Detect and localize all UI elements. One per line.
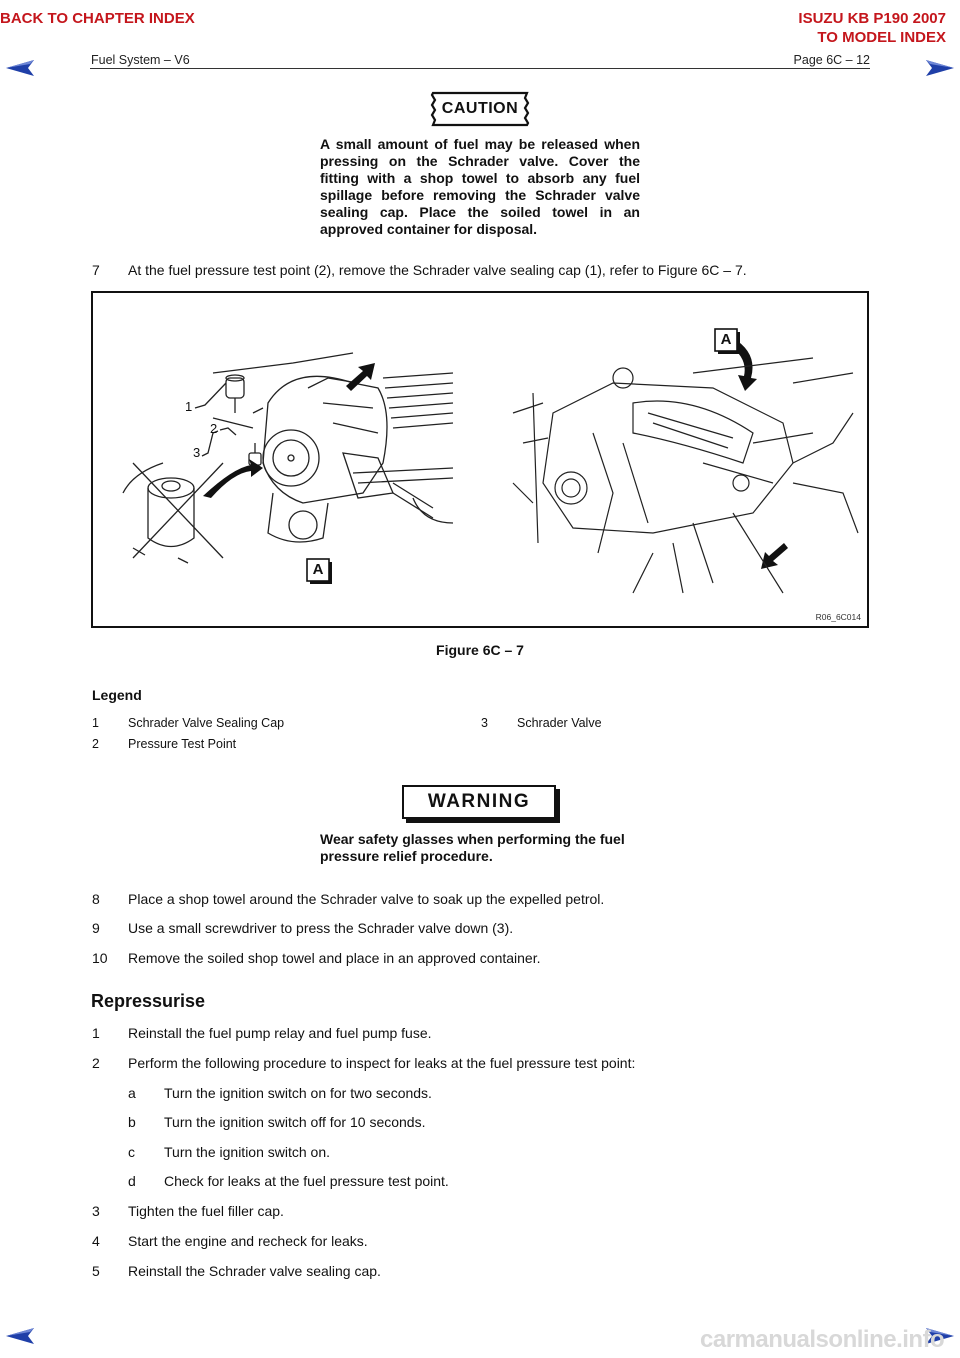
substep-a xyxy=(128,1085,432,1101)
prev-page-arrow-icon[interactable] xyxy=(4,58,40,78)
model-title-link[interactable]: ISUZU KB P190 2007 xyxy=(798,10,946,27)
step-text: At the fuel pressure test point (2), remove the Schrader valve sealing cap (1), refer to Figure 6C – 7. xyxy=(128,262,747,278)
legend-item xyxy=(481,716,602,730)
substep-b xyxy=(128,1114,425,1130)
callout-a-label: A xyxy=(720,331,732,348)
prev-page-arrow-icon[interactable] xyxy=(4,1326,40,1346)
watermark: carmanualsonline.info xyxy=(700,1326,945,1353)
section-heading: Repressurise xyxy=(91,991,206,1011)
substep-letter: b xyxy=(128,1114,136,1130)
repressurise-step-2 xyxy=(92,1055,635,1071)
substep-c xyxy=(128,1144,330,1160)
step-text: Place a shop towel around the Schrader valve to soak up the expelled petrol. xyxy=(128,891,605,907)
legend-text: Schrader Valve Sealing Cap xyxy=(128,716,285,730)
step-number: 7 xyxy=(92,262,100,278)
next-page-arrow-icon[interactable] xyxy=(920,58,956,78)
repressurise-step-1 xyxy=(92,1025,432,1041)
substep-letter: d xyxy=(128,1173,136,1189)
step-number: 1 xyxy=(92,1025,100,1041)
repressurise-step-3 xyxy=(92,1203,284,1219)
step-10 xyxy=(92,950,541,966)
repressurise-step-5 xyxy=(92,1263,381,1279)
legend-number: 3 xyxy=(481,716,488,730)
step-number: 2 xyxy=(92,1055,100,1071)
step-number: 8 xyxy=(92,891,100,907)
warning-badge xyxy=(402,785,560,823)
step-text: Reinstall the Schrader valve sealing cap. xyxy=(128,1263,381,1279)
step-number: 10 xyxy=(92,950,108,966)
step-number: 4 xyxy=(92,1233,100,1249)
back-to-chapter-index-link[interactable]: BACK TO CHAPTER INDEX xyxy=(0,10,195,27)
pointer-arrow-icon xyxy=(203,459,263,498)
step-number: 3 xyxy=(92,1203,100,1219)
figure-reference: R06_6C014 xyxy=(815,612,861,622)
substep-text: Turn the ignition switch on for two seconds. xyxy=(164,1085,432,1101)
legend-item xyxy=(92,716,284,730)
callout-label-2: 2 xyxy=(210,421,218,436)
page-number: Page 6C – 12 xyxy=(793,53,870,67)
legend-text: Schrader Valve xyxy=(517,716,602,730)
step-number: 5 xyxy=(92,1263,100,1279)
figure-caption: Figure 6C – 7 xyxy=(436,642,524,658)
legend-item xyxy=(92,737,236,751)
warning-label: WARNING xyxy=(402,785,556,819)
warning-text: Wear safety glasses when performing the fuel pressure relief procedure. xyxy=(320,831,625,864)
caution-text: A small amount of fuel may be released when pressing on the Schrader valve. Cover the fitting with a shop towel to absorb any fuel spillage before removing the Schrader valve sealing cap. Place the soiled towel in an approved container for disposal. xyxy=(320,136,640,237)
engine-illustration xyxy=(93,293,867,626)
step-text: Reinstall the fuel pump relay and fuel pump fuse. xyxy=(128,1025,432,1041)
to-model-index-link[interactable]: TO MODEL INDEX xyxy=(817,29,946,46)
step-9 xyxy=(92,920,513,936)
section-header: Fuel System – V6 xyxy=(91,53,190,67)
substep-letter: a xyxy=(128,1085,136,1101)
caution-badge xyxy=(429,90,531,128)
step-text: Perform the following procedure to inspect for leaks at the fuel pressure test point: xyxy=(128,1055,636,1071)
header-rule xyxy=(90,68,870,69)
step-7 xyxy=(92,262,747,278)
callout-a-label: A xyxy=(312,561,324,578)
substep-text: Check for leaks at the fuel pressure test point. xyxy=(164,1173,449,1189)
legend-number: 2 xyxy=(92,737,99,751)
step-text: Tighten the fuel filler cap. xyxy=(128,1203,284,1219)
step-8 xyxy=(92,891,604,907)
callout-label-1: 1 xyxy=(185,399,193,414)
substep-letter: c xyxy=(128,1144,135,1160)
caution-label: CAUTION xyxy=(441,100,519,117)
callout-label-3: 3 xyxy=(193,445,201,460)
legend-title: Legend xyxy=(92,687,142,703)
substep-text: Turn the ignition switch off for 10 seconds. xyxy=(164,1114,426,1130)
legend-number: 1 xyxy=(92,716,99,730)
step-text: Use a small screwdriver to press the Schrader valve down (3). xyxy=(128,920,514,936)
figure-6c-7 xyxy=(91,291,869,628)
substep-d xyxy=(128,1173,449,1189)
step-number: 9 xyxy=(92,920,100,936)
repressurise-step-4 xyxy=(92,1233,368,1249)
step-text: Start the engine and recheck for leaks. xyxy=(128,1233,368,1249)
legend-text: Pressure Test Point xyxy=(128,737,237,751)
substep-text: Turn the ignition switch on. xyxy=(164,1144,331,1160)
step-text: Remove the soiled shop towel and place in an approved container. xyxy=(128,950,541,966)
